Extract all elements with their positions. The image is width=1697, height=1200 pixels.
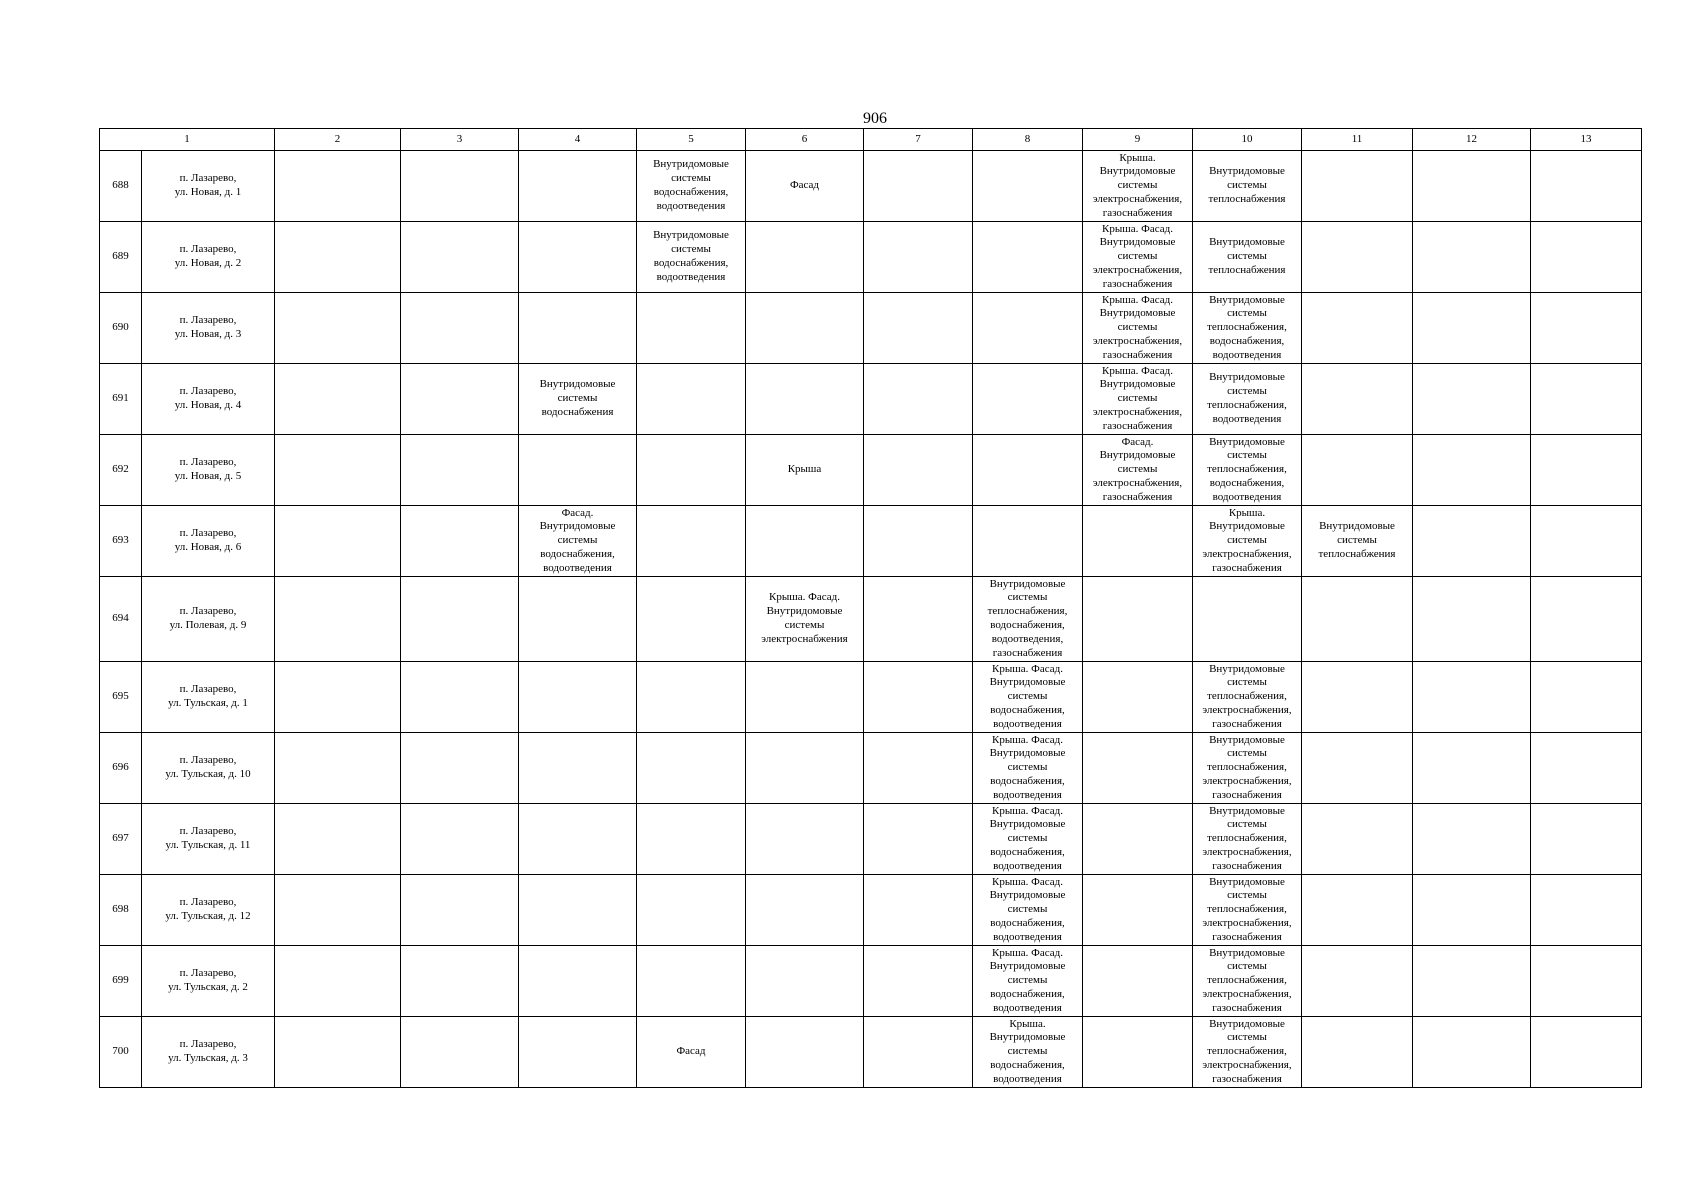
column-header-9: 9 <box>1083 129 1193 151</box>
table-row <box>100 733 1642 804</box>
col-12-cell <box>1413 1017 1531 1088</box>
row-number-cell <box>100 733 142 804</box>
col-8-cell <box>973 222 1083 293</box>
col-5-cell <box>637 662 746 733</box>
col-6-text: Крыша. Фасад. Внутридомовые системы электроснабжения <box>761 591 848 645</box>
row-number-cell <box>100 293 142 364</box>
col-5-cell <box>637 435 746 506</box>
table-row <box>100 506 1642 577</box>
table-row <box>100 662 1642 733</box>
col-2-cell <box>275 733 401 804</box>
address-cell <box>142 662 275 733</box>
col-3-cell <box>401 577 519 662</box>
col-3-cell <box>401 662 519 733</box>
col-7-cell <box>864 804 973 875</box>
col-5-text: Фасад <box>676 1045 706 1058</box>
col-6-cell <box>746 875 864 946</box>
column-header-5: 5 <box>637 129 746 151</box>
address-text: п. Лазарево, ул. Новая, д. 3 <box>174 314 242 340</box>
col-4-cell <box>519 1017 637 1088</box>
column-header-13: 13 <box>1531 129 1642 151</box>
col-12-cell <box>1413 804 1531 875</box>
col-8-cell <box>973 435 1083 506</box>
col-8-text: Внутридомовые системы теплоснабжения, водоснабжения, водоотведения, газоснабжения <box>987 577 1068 659</box>
address-text: п. Лазарево, ул. Полевая, д. 9 <box>169 605 247 631</box>
col-10-text: Крыша. Внутридомовые системы электроснабжения, газоснабжения <box>1202 506 1292 574</box>
col-10-cell <box>1193 151 1302 222</box>
col-10-cell <box>1193 875 1302 946</box>
col-13-cell <box>1531 293 1642 364</box>
col-12-cell <box>1413 293 1531 364</box>
col-12-cell <box>1413 222 1531 293</box>
col-9-cell <box>1083 293 1193 364</box>
col-8-cell <box>973 875 1083 946</box>
col-8-cell <box>973 577 1083 662</box>
col-5-cell <box>637 733 746 804</box>
col-5-cell <box>637 293 746 364</box>
col-9-text: Фасад. Внутридомовые системы электроснабжения, газоснабжения <box>1092 435 1183 503</box>
col-5-cell <box>637 222 746 293</box>
table-row <box>100 293 1642 364</box>
row-number-text: 696 <box>112 761 129 774</box>
col-4-cell <box>519 733 637 804</box>
col-9-cell <box>1083 946 1193 1017</box>
page-number: 906 <box>863 110 887 127</box>
address-text: п. Лазарево, ул. Тульская, д. 11 <box>165 825 251 851</box>
col-3-cell <box>401 435 519 506</box>
col-6-text: Крыша <box>787 463 822 476</box>
col-3-cell <box>401 946 519 1017</box>
row-number-text: 690 <box>112 321 129 334</box>
col-13-cell <box>1531 1017 1642 1088</box>
col-11-cell <box>1302 875 1413 946</box>
col-6-cell <box>746 293 864 364</box>
col-6-cell <box>746 577 864 662</box>
row-number-text: 699 <box>112 974 129 987</box>
col-6-cell <box>746 804 864 875</box>
col-2-cell <box>275 1017 401 1088</box>
col-13-cell <box>1531 733 1642 804</box>
table-row <box>100 946 1642 1017</box>
col-9-cell <box>1083 151 1193 222</box>
row-number-cell <box>100 875 142 946</box>
row-number-text: 694 <box>112 612 129 625</box>
col-10-cell <box>1193 1017 1302 1088</box>
col-5-cell <box>637 364 746 435</box>
col-8-cell <box>973 506 1083 577</box>
address-text: п. Лазарево, ул. Тульская, д. 3 <box>168 1038 248 1064</box>
col-10-text: Внутридомовые системы теплоснабжения, водоснабжения, водоотведения <box>1207 293 1287 361</box>
col-3-cell <box>401 222 519 293</box>
table-body <box>100 129 1642 1088</box>
col-12-cell <box>1413 577 1531 662</box>
col-5-cell <box>637 946 746 1017</box>
col-6-cell <box>746 946 864 1017</box>
col-5-text: Внутридомовые системы водоснабжения, водоотведения <box>653 158 729 212</box>
col-3-cell <box>401 733 519 804</box>
col-11-cell <box>1302 364 1413 435</box>
address-cell <box>142 506 275 577</box>
col-3-cell <box>401 364 519 435</box>
column-header-2: 2 <box>275 129 401 151</box>
col-3-cell <box>401 875 519 946</box>
col-8-cell <box>973 293 1083 364</box>
col-9-cell <box>1083 1017 1193 1088</box>
table-row <box>100 151 1642 222</box>
col-4-text: Фасад. Внутридомовые системы водоснабжения, водоотведения <box>539 506 616 574</box>
col-13-cell <box>1531 222 1642 293</box>
address-cell <box>142 946 275 1017</box>
col-3-cell <box>401 1017 519 1088</box>
col-7-cell <box>864 662 973 733</box>
col-5-cell <box>637 1017 746 1088</box>
col-5-cell <box>637 506 746 577</box>
col-7-cell <box>864 364 973 435</box>
address-text: п. Лазарево, ул. Тульская, д. 2 <box>168 967 248 993</box>
row-number-text: 692 <box>112 463 129 476</box>
column-header-4: 4 <box>519 129 637 151</box>
address-cell <box>142 364 275 435</box>
column-header-10: 10 <box>1193 129 1302 151</box>
col-7-cell <box>864 733 973 804</box>
col-4-cell <box>519 435 637 506</box>
address-text: п. Лазарево, ул. Новая, д. 5 <box>174 456 242 482</box>
col-2-cell <box>275 946 401 1017</box>
col-13-cell <box>1531 946 1642 1017</box>
row-number-text: 698 <box>112 903 129 916</box>
col-8-cell <box>973 1017 1083 1088</box>
col-10-cell <box>1193 804 1302 875</box>
col-13-cell <box>1531 804 1642 875</box>
col-10-text: Внутридомовые системы теплоснабжения, электроснабжения, газоснабжения <box>1202 733 1292 801</box>
col-11-cell <box>1302 662 1413 733</box>
col-10-cell <box>1193 364 1302 435</box>
col-11-cell <box>1302 506 1413 577</box>
col-11-cell <box>1302 1017 1413 1088</box>
col-10-cell <box>1193 946 1302 1017</box>
col-8-cell <box>973 804 1083 875</box>
address-cell <box>142 577 275 662</box>
col-7-cell <box>864 1017 973 1088</box>
col-10-text: Внутридомовые системы теплоснабжения, электроснабжения, газоснабжения <box>1202 662 1292 730</box>
col-11-cell <box>1302 293 1413 364</box>
col-8-text: Крыша. Внутридомовые системы водоснабжения, водоотведения <box>989 1017 1066 1085</box>
col-13-cell <box>1531 364 1642 435</box>
row-number-cell <box>100 946 142 1017</box>
col-5-cell <box>637 151 746 222</box>
col-10-text: Внутридомовые системы теплоснабжения, водоснабжения, водоотведения <box>1207 435 1287 503</box>
address-cell <box>142 1017 275 1088</box>
row-number-cell <box>100 435 142 506</box>
col-11-cell <box>1302 946 1413 1017</box>
col-12-cell <box>1413 662 1531 733</box>
col-10-cell <box>1193 506 1302 577</box>
row-number-text: 695 <box>112 690 129 703</box>
col-8-text: Крыша. Фасад. Внутридомовые системы водоснабжения, водоотведения <box>989 804 1066 872</box>
table-row <box>100 435 1642 506</box>
col-6-cell <box>746 151 864 222</box>
col-2-cell <box>275 293 401 364</box>
col-7-cell <box>864 293 973 364</box>
address-text: п. Лазарево, ул. Новая, д. 1 <box>174 172 242 198</box>
col-12-cell <box>1413 435 1531 506</box>
col-6-text: Фасад <box>789 179 820 192</box>
col-12-cell <box>1413 875 1531 946</box>
address-cell <box>142 222 275 293</box>
col-11-cell <box>1302 804 1413 875</box>
table-row <box>100 577 1642 662</box>
col-11-cell <box>1302 577 1413 662</box>
col-8-cell <box>973 151 1083 222</box>
col-11-cell <box>1302 222 1413 293</box>
col-12-cell <box>1413 946 1531 1017</box>
col-8-text: Крыша. Фасад. Внутридомовые системы водоснабжения, водоотведения <box>989 875 1066 943</box>
col-2-cell <box>275 662 401 733</box>
col-9-cell <box>1083 733 1193 804</box>
col-4-cell <box>519 506 637 577</box>
address-cell <box>142 804 275 875</box>
col-11-cell <box>1302 435 1413 506</box>
row-number-text: 697 <box>112 832 129 845</box>
column-number-row <box>100 129 1642 151</box>
col-7-cell <box>864 151 973 222</box>
col-3-cell <box>401 293 519 364</box>
col-6-cell <box>746 662 864 733</box>
col-6-cell <box>746 222 864 293</box>
table-row <box>100 364 1642 435</box>
col-9-text: Крыша. Внутридомовые системы электроснабжения, газоснабжения <box>1092 151 1183 219</box>
row-number-text: 688 <box>112 179 129 192</box>
col-10-cell <box>1193 222 1302 293</box>
column-header-6: 6 <box>746 129 864 151</box>
column-header-1: 1 <box>100 129 275 151</box>
col-8-text: Крыша. Фасад. Внутридомовые системы водоснабжения, водоотведения <box>989 662 1066 730</box>
col-8-cell <box>973 662 1083 733</box>
col-4-cell <box>519 293 637 364</box>
col-10-text: Внутридомовые системы теплоснабжения <box>1208 165 1286 205</box>
row-number-cell <box>100 577 142 662</box>
col-9-cell <box>1083 577 1193 662</box>
col-7-cell <box>864 577 973 662</box>
col-8-cell <box>973 364 1083 435</box>
col-8-cell <box>973 733 1083 804</box>
col-11-cell <box>1302 733 1413 804</box>
address-text: п. Лазарево, ул. Тульская, д. 1 <box>168 683 248 709</box>
row-number-text: 691 <box>112 392 129 405</box>
col-10-text: Внутридомовые системы теплоснабжения, водоотведения <box>1207 371 1287 425</box>
col-10-text: Внутридомовые системы теплоснабжения, электроснабжения, газоснабжения <box>1202 804 1292 872</box>
col-6-cell <box>746 506 864 577</box>
col-5-text: Внутридомовые системы водоснабжения, водоотведения <box>653 229 729 283</box>
address-text: п. Лазарево, ул. Новая, д. 4 <box>174 385 242 411</box>
col-7-cell <box>864 946 973 1017</box>
col-7-cell <box>864 222 973 293</box>
col-8-text: Крыша. Фасад. Внутридомовые системы водоснабжения, водоотведения <box>989 946 1066 1014</box>
col-9-cell <box>1083 435 1193 506</box>
row-number-cell <box>100 662 142 733</box>
col-11-cell <box>1302 151 1413 222</box>
row-number-text: 693 <box>112 534 129 547</box>
col-5-cell <box>637 875 746 946</box>
table-row <box>100 875 1642 946</box>
col-13-cell <box>1531 875 1642 946</box>
col-7-cell <box>864 875 973 946</box>
col-9-text: Крыша. Фасад. Внутридомовые системы электроснабжения, газоснабжения <box>1092 222 1183 290</box>
col-2-cell <box>275 364 401 435</box>
col-3-cell <box>401 151 519 222</box>
column-header-12: 12 <box>1413 129 1531 151</box>
col-9-text: Крыша. Фасад. Внутридомовые системы электроснабжения, газоснабжения <box>1092 364 1183 432</box>
col-10-text: Внутридомовые системы теплоснабжения, электроснабжения, газоснабжения <box>1202 875 1292 943</box>
col-6-cell <box>746 364 864 435</box>
row-number-cell <box>100 364 142 435</box>
col-4-cell <box>519 875 637 946</box>
col-5-cell <box>637 804 746 875</box>
row-number-cell <box>100 506 142 577</box>
col-4-cell <box>519 577 637 662</box>
col-8-text: Крыша. Фасад. Внутридомовые системы водоснабжения, водоотведения <box>989 733 1066 801</box>
row-number-cell <box>100 1017 142 1088</box>
col-4-cell <box>519 222 637 293</box>
col-13-cell <box>1531 662 1642 733</box>
address-cell <box>142 435 275 506</box>
col-4-cell <box>519 151 637 222</box>
address-cell <box>142 875 275 946</box>
table-row <box>100 222 1642 293</box>
col-2-cell <box>275 151 401 222</box>
table-row <box>100 804 1642 875</box>
col-10-cell <box>1193 733 1302 804</box>
col-13-cell <box>1531 435 1642 506</box>
col-2-cell <box>275 506 401 577</box>
col-12-cell <box>1413 733 1531 804</box>
col-13-cell <box>1531 577 1642 662</box>
col-10-cell <box>1193 577 1302 662</box>
col-4-cell <box>519 946 637 1017</box>
col-2-cell <box>275 875 401 946</box>
col-3-cell <box>401 506 519 577</box>
row-number-cell <box>100 804 142 875</box>
table-row <box>100 1017 1642 1088</box>
col-9-cell <box>1083 222 1193 293</box>
col-8-cell <box>973 946 1083 1017</box>
address-text: п. Лазарево, ул. Новая, д. 6 <box>174 527 242 553</box>
col-13-cell <box>1531 151 1642 222</box>
col-10-cell <box>1193 662 1302 733</box>
col-12-cell <box>1413 506 1531 577</box>
col-9-cell <box>1083 804 1193 875</box>
col-11-text: Внутридомовые системы теплоснабжения <box>1318 520 1396 560</box>
address-text: п. Лазарево, ул. Новая, д. 2 <box>174 243 242 269</box>
col-9-cell <box>1083 875 1193 946</box>
col-4-cell <box>519 364 637 435</box>
column-header-11: 11 <box>1302 129 1413 151</box>
col-12-cell <box>1413 151 1531 222</box>
col-7-cell <box>864 506 973 577</box>
row-number-cell <box>100 222 142 293</box>
col-9-cell <box>1083 506 1193 577</box>
col-9-cell <box>1083 662 1193 733</box>
col-3-cell <box>401 804 519 875</box>
col-4-text: Внутридомовые системы водоснабжения <box>539 378 616 418</box>
col-7-cell <box>864 435 973 506</box>
col-10-text: Внутридомовые системы теплоснабжения <box>1208 236 1286 276</box>
address-cell <box>142 293 275 364</box>
col-5-cell <box>637 577 746 662</box>
address-cell <box>142 151 275 222</box>
address-cell <box>142 733 275 804</box>
col-6-cell <box>746 435 864 506</box>
col-10-cell <box>1193 435 1302 506</box>
repair-schedule-table <box>99 128 1642 1088</box>
col-4-cell <box>519 662 637 733</box>
col-12-cell <box>1413 364 1531 435</box>
col-2-cell <box>275 222 401 293</box>
col-2-cell <box>275 577 401 662</box>
col-9-cell <box>1083 364 1193 435</box>
row-number-text: 700 <box>112 1045 129 1058</box>
col-10-cell <box>1193 293 1302 364</box>
col-2-cell <box>275 435 401 506</box>
col-13-cell <box>1531 506 1642 577</box>
col-10-text: Внутридомовые системы теплоснабжения, электроснабжения, газоснабжения <box>1202 946 1292 1014</box>
address-text: п. Лазарево, ул. Тульская, д. 12 <box>165 896 251 922</box>
row-number-text: 689 <box>112 250 129 263</box>
column-header-8: 8 <box>973 129 1083 151</box>
address-text: п. Лазарево, ул. Тульская, д. 10 <box>165 754 251 780</box>
col-4-cell <box>519 804 637 875</box>
column-header-3: 3 <box>401 129 519 151</box>
col-6-cell <box>746 733 864 804</box>
col-6-cell <box>746 1017 864 1088</box>
col-10-text: Внутридомовые системы теплоснабжения, электроснабжения, газоснабжения <box>1202 1017 1292 1085</box>
col-9-text: Крыша. Фасад. Внутридомовые системы электроснабжения, газоснабжения <box>1092 293 1183 361</box>
column-header-7: 7 <box>864 129 973 151</box>
row-number-cell <box>100 151 142 222</box>
col-2-cell <box>275 804 401 875</box>
